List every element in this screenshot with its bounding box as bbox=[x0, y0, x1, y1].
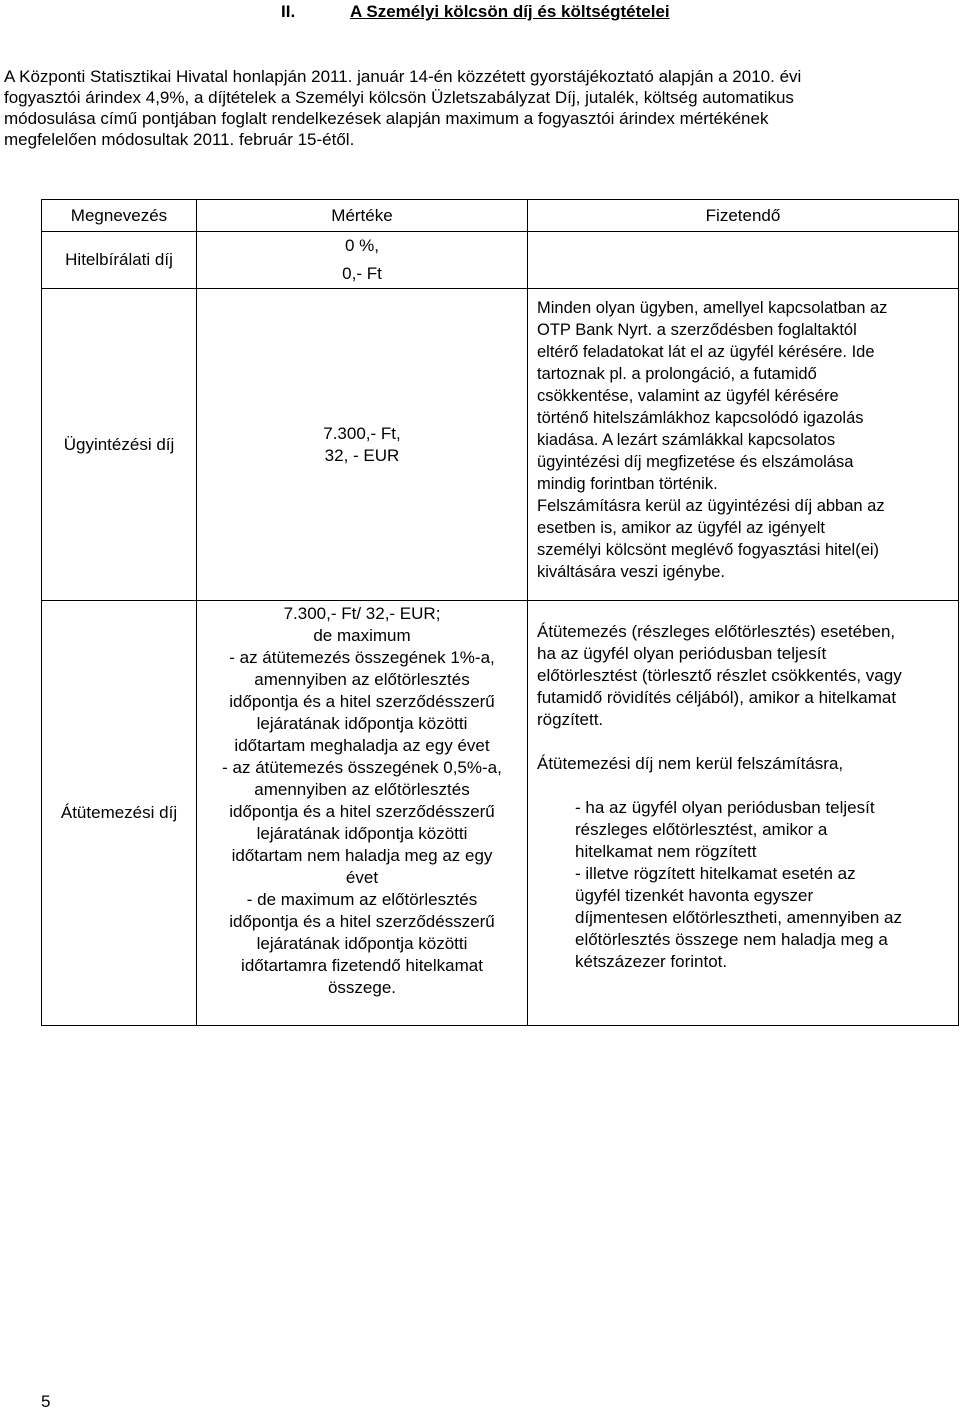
payable-line: esetben is, amikor az ügyfél az igényelt bbox=[537, 519, 825, 537]
payable-line: díjmentesen előtörlesztheti, amennyiben az bbox=[575, 908, 902, 927]
header-payable: Fizetendő bbox=[528, 200, 959, 232]
amount-line: amennyiben az előtörlesztés bbox=[254, 780, 470, 799]
intro-line: megfelelően módosultak 2011. február 15-étől. bbox=[4, 130, 355, 149]
amount-line: időpontja és a hitel szerződésszerű bbox=[229, 692, 495, 711]
payable-line: ha az ügyfél olyan periódusban teljesít bbox=[537, 644, 827, 663]
payable-line: ügyintézési díj megfizetése és elszámolása bbox=[537, 453, 854, 471]
amount-line: időpontja és a hitel szerződésszerű bbox=[229, 802, 495, 821]
page-number: 5 bbox=[41, 1392, 51, 1411]
payable-line: személyi kölcsönt meglévő fogyasztási hitel(ei) bbox=[537, 541, 880, 559]
table-row bbox=[42, 289, 959, 601]
header-amount: Mértéke bbox=[197, 200, 528, 232]
row-amount bbox=[197, 232, 528, 289]
payable-line: Felszámításra kerül az ügyintézési díj abban az bbox=[537, 497, 885, 515]
amount-line: de maximum bbox=[313, 626, 411, 645]
payable-line: rögzített. bbox=[537, 710, 604, 729]
amount-line: lejáratának időpontja közötti bbox=[256, 934, 468, 953]
section-number: II. bbox=[281, 2, 296, 21]
amount-line: időpontja és a hitel szerződésszerű bbox=[229, 912, 495, 931]
amount-line: időtartam nem haladja meg az egy bbox=[231, 846, 493, 865]
payable-line: Átütemezési díj nem kerül felszámításra, bbox=[537, 754, 844, 773]
payable-line: Minden olyan ügyben, amellyel kapcsolatban az bbox=[537, 299, 888, 317]
row-payable bbox=[528, 601, 959, 1026]
row-payable bbox=[528, 232, 959, 289]
amount-line: összege. bbox=[327, 978, 397, 997]
intro-paragraph bbox=[4, 66, 954, 150]
row-name: Ügyintézési díj bbox=[42, 289, 197, 601]
payable-paragraph bbox=[537, 753, 958, 775]
amount-line: lejáratának időpontja közötti bbox=[256, 824, 468, 843]
payable-line: mindig forintban történik. bbox=[537, 475, 718, 493]
payable-line: kiadása. A lezárt számlákkal kapcsolatos bbox=[537, 431, 836, 449]
amount-line: - az átütemezés összegének 0,5%-a, bbox=[222, 758, 502, 777]
row-amount bbox=[197, 289, 528, 601]
section-heading bbox=[281, 2, 670, 22]
section-title: A Személyi kölcsön díj és költségtételei bbox=[350, 2, 670, 21]
table-row bbox=[42, 232, 959, 289]
payable-line: előtörlesztés összege nem haladja meg a bbox=[575, 930, 888, 949]
amount-line: - az átütemezés összegének 1%-a, bbox=[229, 648, 495, 667]
payable-line: történő hitelszámlákhoz kapcsolódó igazolás bbox=[537, 409, 864, 427]
amount-line: 0 %, bbox=[344, 236, 380, 255]
payable-line: eltérő feladatokat lát el az ügyfél kérésére. Ide bbox=[537, 343, 875, 361]
intro-line: fogyasztói árindex 4,9%, a díjtételek a Személyi kölcsön Üzletszabályzat Díj, jutalék, költség automatikus bbox=[4, 88, 794, 107]
amount-line: időtartamra fizetendő hitelkamat bbox=[241, 956, 483, 975]
intro-line: módosulása című pontjában foglalt rendelkezések alapján maximum a fogyasztói árindex mértékének bbox=[4, 109, 769, 128]
header-name: Megnevezés bbox=[42, 200, 197, 232]
payable-line: ügyfél tizenkét havonta egyszer bbox=[575, 886, 814, 905]
row-name: Hitelbírálati díj bbox=[42, 232, 197, 289]
payable-line: - ha az ügyfél olyan periódusban teljesít bbox=[575, 798, 875, 817]
payable-line: hitelkamat nem rögzített bbox=[575, 842, 757, 861]
table-header-row bbox=[42, 200, 959, 232]
payable-line: futamidő rövidítés céljából), amikor a hitelkamat bbox=[537, 688, 897, 707]
payable-line: Átütemezés (részleges előtörlesztés) esetében, bbox=[537, 622, 896, 641]
payable-sub-list bbox=[537, 797, 958, 973]
amount-line: amennyiben az előtörlesztés bbox=[254, 670, 470, 689]
amount-line: 32, - EUR bbox=[324, 445, 400, 465]
payable-line: kétszázezer forintot. bbox=[575, 952, 728, 971]
amount-line: 7.300,- Ft, bbox=[323, 423, 401, 443]
amount-line: lejáratának időpontja közötti bbox=[256, 714, 468, 733]
payable-line: tartoznak pl. a prolongáció, a futamidő bbox=[537, 365, 817, 383]
payable-line: csökkentése, valamint az ügyfél kérésére bbox=[537, 387, 839, 405]
row-amount bbox=[197, 601, 528, 1026]
payable-paragraph bbox=[537, 621, 958, 731]
payable-line: részleges előtörlesztést, amikor a bbox=[575, 820, 828, 839]
amount-line: 7.300,- Ft/ 32,- EUR; bbox=[283, 604, 441, 623]
payable-line: kiváltására veszi igénybe. bbox=[537, 563, 726, 581]
row-name: Átütemezési díj bbox=[42, 601, 197, 1026]
amount-line: évet bbox=[345, 868, 379, 887]
amount-line: 0,- Ft bbox=[342, 264, 382, 283]
payable-line: OTP Bank Nyrt. a szerződésben foglaltaktól bbox=[537, 321, 857, 339]
intro-line: A Központi Statisztikai Hivatal honlapján 2011. január 14-én közzétett gyorstájékoztató alapján a 2010. évi bbox=[4, 67, 802, 86]
row-payable bbox=[528, 289, 959, 601]
amount-line: időtartam meghaladja az egy évet bbox=[234, 736, 490, 755]
payable-line: előtörlesztést (törlesztő részlet csökkentés, vagy bbox=[537, 666, 902, 685]
fee-table bbox=[41, 199, 959, 1026]
payable-line: - illetve rögzített hitelkamat esetén az bbox=[575, 864, 856, 883]
table-row bbox=[42, 601, 959, 1026]
amount-line: - de maximum az előtörlesztés bbox=[246, 890, 478, 909]
